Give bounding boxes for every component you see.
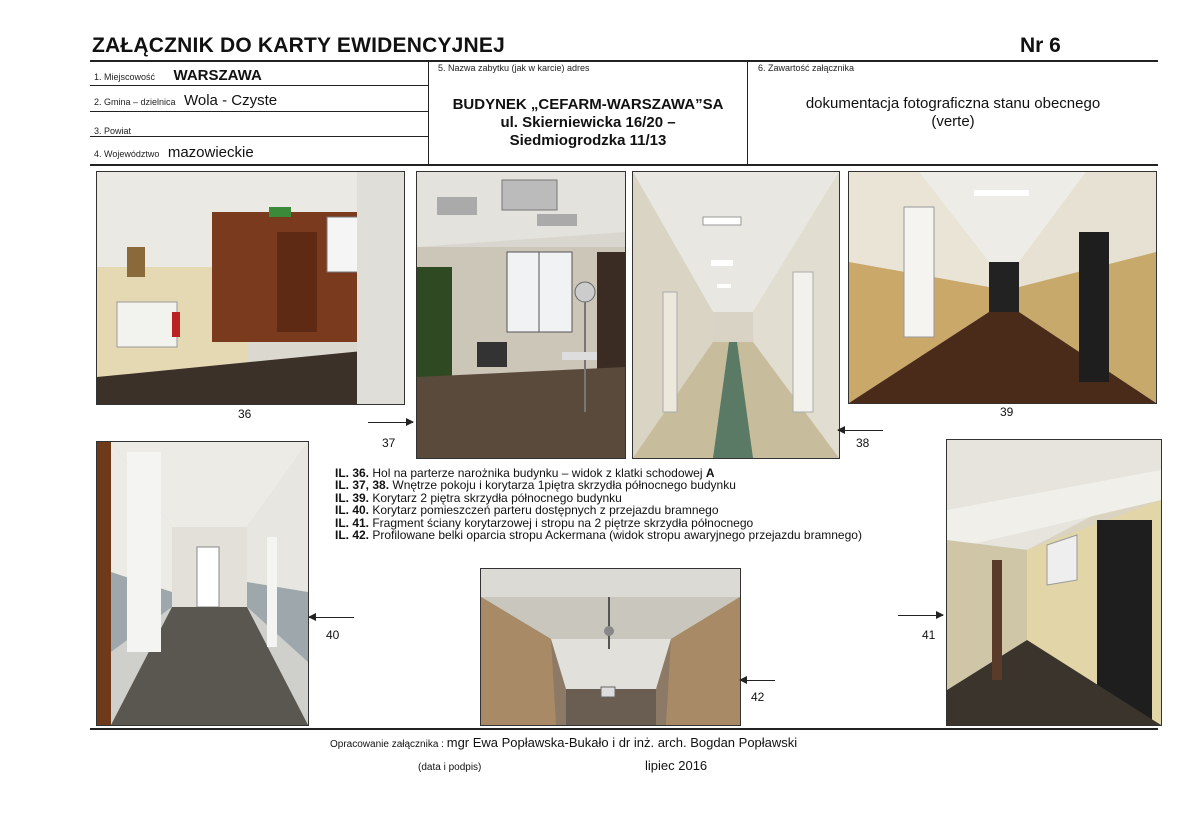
caption-39: IL. 39. Korytarz 2 piętra skrzydła północnego budynku [335, 490, 622, 505]
caption-40: IL. 40. Korytarz pomieszczeń parteru dostępnych z przejazdu bramnego [335, 503, 719, 518]
photo-38-arrow [838, 430, 883, 431]
field-zawartosc-value [748, 95, 1158, 131]
photo-38 [632, 171, 840, 459]
field-gmina [94, 92, 277, 110]
field-powiat [94, 121, 131, 139]
field-wojewodztwo-value: mazowieckie [167, 144, 254, 161]
photo-37-arrow [368, 422, 413, 423]
photo-36-number: 36 [238, 407, 252, 421]
photo-38-image [633, 172, 839, 458]
caption-37-38: IL. 37, 38. Wnętrze pokoju i korytarza 1piętra skrzydła północnego budynku [335, 478, 736, 493]
field-gmina-label: 2. Gmina – dzielnica [94, 97, 176, 107]
photo-41-image [947, 440, 1161, 725]
field-miejscowosc-value: WARSZAWA [173, 67, 262, 84]
form-row-rule-3 [90, 136, 428, 137]
photo-41-arrow [898, 615, 943, 616]
photo-39-number: 39 [1000, 405, 1014, 419]
form-top-rule [90, 60, 1158, 62]
footer-prepared [330, 735, 797, 750]
footer-rule [90, 728, 1158, 730]
photo-40-number: 40 [326, 628, 340, 642]
photo-42-image [481, 569, 740, 725]
field-zabytek-label: 5. Nazwa zabytku (jak w karcie) adres [438, 63, 590, 73]
caption-36: IL. 36. Hol na parterze narożnika budynku – widok z klatki schodowej A [335, 466, 715, 480]
footer-prepared-label: Opracowanie załącznika : [330, 739, 447, 750]
footer-date: lipiec 2016 [645, 758, 708, 773]
photo-42 [480, 568, 741, 726]
zawartosc-line-2: (verte) [931, 113, 975, 130]
field-zawartosc-label: 6. Zawartość załącznika [758, 63, 855, 73]
form-row-rule-2 [90, 111, 428, 112]
photo-38-number: 38 [856, 436, 870, 450]
photo-42-arrow [740, 680, 775, 681]
photo-39 [848, 171, 1157, 404]
field-gmina-value: Wola - Czyste [184, 92, 278, 109]
photo-41-number: 41 [922, 628, 936, 642]
zawartosc-line-1: dokumentacja fotograficzna stanu obecnego [805, 95, 1101, 112]
field-wojewodztwo-label: 4. Województwo [94, 149, 160, 159]
photo-37-number: 37 [382, 436, 396, 450]
caption-41: IL. 41. Fragment ściany korytarzowej i stropu na 2 piętrze skrzydła północnego [335, 515, 754, 530]
footer-sign-label: (data i podpis) [418, 762, 482, 773]
photo-40-image [97, 442, 308, 725]
captions-list [335, 467, 862, 541]
attachment-number: Nr 6 [1020, 34, 1061, 57]
photo-41 [946, 439, 1162, 726]
photo-37 [416, 171, 626, 459]
zabytek-address-1: ul. Skierniewicka 16/20 – [500, 114, 676, 131]
photo-39-image [849, 172, 1156, 403]
field-wojewodztwo [94, 144, 254, 162]
footer-prepared-value: mgr Ewa Popławska-Bukało i dr inż. arch. Bogdan Popławski [446, 735, 798, 750]
photo-40 [96, 441, 309, 726]
photo-42-number: 42 [751, 690, 765, 704]
field-miejscowosc-label: 1. Miejscowość [94, 72, 156, 82]
form-bottom-rule [90, 164, 1158, 166]
photo-36 [96, 171, 405, 405]
field-powiat-label: 3. Powiat [94, 126, 132, 136]
document-title: ZAŁĄCZNIK DO KARTY EWIDENCYJNEJ [92, 34, 506, 57]
form-row-rule-1 [90, 85, 428, 86]
zabytek-name: BUDYNEK „CEFARM-WARSZAWA”SA [452, 96, 724, 113]
zabytek-address-2: Siedmiogrodzka 11/13 [509, 132, 667, 149]
photo-40-arrow [309, 617, 354, 618]
field-zabytek-value [428, 96, 748, 150]
photo-37-image [417, 172, 625, 458]
caption-42: IL. 42. Profilowane belki oparcia stropu Ackermana (widok stropu awaryjnego przejazdu bramnego) [335, 528, 862, 543]
photo-36-image [97, 172, 404, 404]
field-miejscowosc [94, 67, 262, 85]
